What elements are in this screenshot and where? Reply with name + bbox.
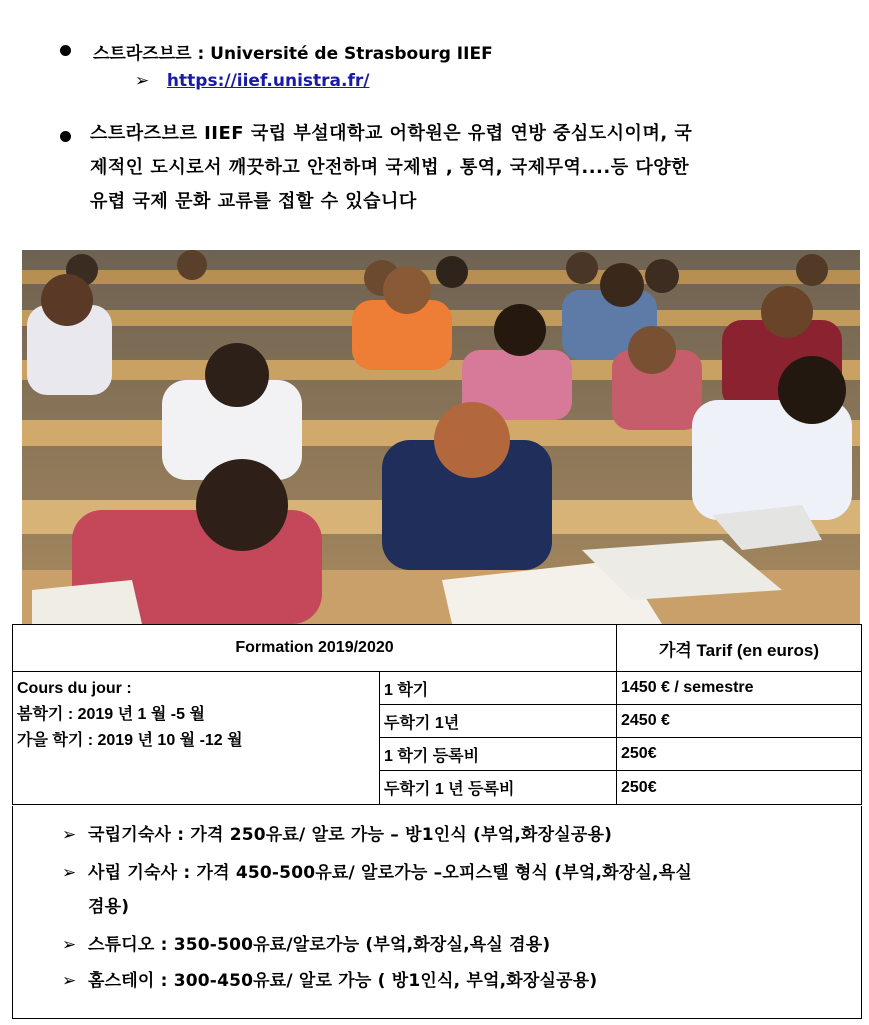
housing-item-homestay: ➢ 홈스테이 : 300-450유료/ 알로 가능 ( 방1인식, 부엌,화장실공용) bbox=[62, 971, 598, 991]
course-line: 가을 학기 : 2019 년 10 월 -12 월 bbox=[17, 732, 243, 749]
formation-header: Formation 2019/2020 bbox=[13, 625, 617, 672]
arrow-icon: ➢ bbox=[62, 971, 77, 991]
row-label: 1 학기 등록비 bbox=[380, 738, 617, 771]
paragraph-line: 스트라즈브르 IIEF 국립 부설대학교 어학원은 유렵 연방 중심도시이며, 국 bbox=[90, 123, 693, 144]
row-label: 두학기 1 년 등록비 bbox=[380, 771, 617, 805]
lecture-hall-photo bbox=[22, 250, 860, 624]
paragraph-line: 유렵 국제 문화 교류를 접할 수 있습니다 bbox=[90, 191, 417, 212]
course-period-cell bbox=[13, 672, 380, 805]
row-label: 두학기 1년 bbox=[380, 705, 617, 738]
housing-item-private: ➢ 사립 기숙사 : 가격 450-500유료/ 알로가능 –오피스텔 형식 (부엌,화장실,욕실 bbox=[62, 863, 692, 883]
arrow-icon: ➢ bbox=[62, 825, 77, 845]
course-line: Cours du jour : bbox=[17, 680, 132, 697]
row-price: 2450 € bbox=[617, 705, 862, 738]
description-paragraph bbox=[90, 117, 830, 219]
row-label: 1 학기 bbox=[380, 672, 617, 705]
housing-item-dormitory: ➢ 국립기숙사 : 가격 250유료/ 알로 가능 – 방1인식 (부엌,화장실공용) bbox=[62, 825, 613, 845]
course-line: 봄학기 : 2019 년 1 월 -5 월 bbox=[17, 706, 205, 723]
link-line bbox=[135, 71, 369, 91]
row-price: 250€ bbox=[617, 771, 862, 805]
arrow-icon: ➢ bbox=[62, 863, 77, 883]
bullet-icon bbox=[60, 45, 71, 56]
arrow-icon: ➢ bbox=[135, 71, 150, 91]
arrow-icon: ➢ bbox=[62, 935, 77, 955]
iief-link[interactable]: https://iief.unistra.fr/ bbox=[166, 71, 370, 91]
tuition-table bbox=[12, 624, 862, 805]
housing-item-private-cont: 겸용) bbox=[88, 897, 130, 917]
housing-item-studio: ➢ 스튜디오 : 350-500유료/알로가능 (부엌,화장실,욕실 겸용) bbox=[62, 935, 551, 955]
university-line: 스트라즈브르 : Université de Strasbourg IIEF bbox=[93, 44, 493, 64]
tarif-header: 가격 Tarif (en euros) bbox=[617, 625, 862, 672]
paragraph-line: 제적인 도시로서 깨끗하고 안전하며 국제법 , 통역, 국제무역....등 다양한 bbox=[90, 157, 690, 178]
row-price: 250€ bbox=[617, 738, 862, 771]
bullet-icon bbox=[60, 131, 71, 142]
row-price: 1450 € / semestre bbox=[617, 672, 862, 705]
